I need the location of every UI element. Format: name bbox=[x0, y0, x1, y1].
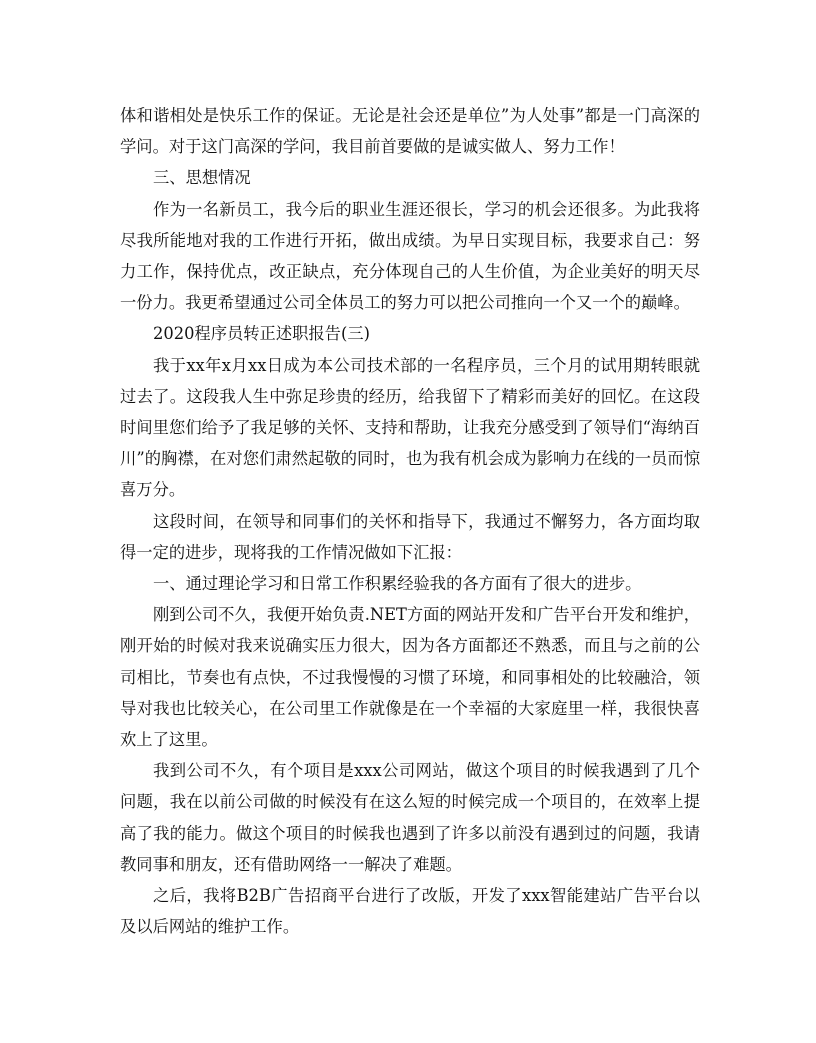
paragraph: 刚到公司不久，我便开始负责.NET方面的网站开发和广告平台开发和维护，刚开始的时候对我来说确实压力很大，因为各方面都还不熟悉，而且与之前的公司相比，节奏也有点快，不过我慢慢的习惯了环境，和同事相处的比较融洽，领导对我也比较关心，在公司里工作就像是在一个幸福的大家庭里一样，我很快喜欢上了这里。 bbox=[120, 605, 700, 750]
paragraph-continued: 体和谐相处是快乐工作的保证。无论是社会还是单位”为人处事”都是一门高深的学问。对于这门高深的学问，我目前首要做的是诚实做人、努力工作！ bbox=[120, 106, 700, 157]
paragraph: 我于xx年x月xx日成为本公司技术部的一名程序员，三个月的试用期转眼就过去了。这段我人生中弥足珍贵的经历，给我留下了精彩而美好的回忆。在这段时间里您们给予了我足够的关怀、支持和帮助，让我充分感受到了领导们“海纳百川”的胸襟，在对您们肃然起敬的同时，也为我有机会成为影响力在线的一员而惊喜万分。 bbox=[120, 355, 700, 500]
paragraph: 我到公司不久，有个项目是xxx公司网站，做这个项目的时候我遇到了几个问题，我在以前公司做的时候没有在这么短的时候完成一个项目的，在效率上提高了我的能力。做这个项目的时候我也遇到了许多以前没有遇到过的问题，我请教同事和朋友，还有借助网络一一解决了难题。 bbox=[120, 761, 700, 874]
paragraph: 之后，我将B2B广告招商平台进行了改版，开发了xxx智能建站广告平台以及以后网站的维护工作。 bbox=[120, 886, 700, 937]
paragraph: 作为一名新员工，我今后的职业生涯还很长，学习的机会还很多。为此我将尽我所能地对我的工作进行开拓，做出成绩。为早日实现目标，我要求自己：努力工作，保持优点，改正缺点，充分体现自己的人生价值，为企业美好的明天尽一份力。我更希望通过公司全体员工的努力可以把公司推向一个又一个的巅峰。 bbox=[120, 199, 700, 313]
section-heading-thoughts: 三、思想情况 bbox=[153, 168, 251, 188]
report-title: 2020程序员转正述职报告(三) bbox=[153, 324, 370, 344]
document-body bbox=[120, 100, 700, 942]
paragraph: 这段时间，在领导和同事们的关怀和指导下，我通过不懈努力，各方面均取得一定的进步，现将我的工作情况做如下汇报： bbox=[120, 511, 700, 562]
section-heading-progress: 一、通过理论学习和日常工作积累经验我的各方面有了很大的进步。 bbox=[153, 574, 642, 594]
